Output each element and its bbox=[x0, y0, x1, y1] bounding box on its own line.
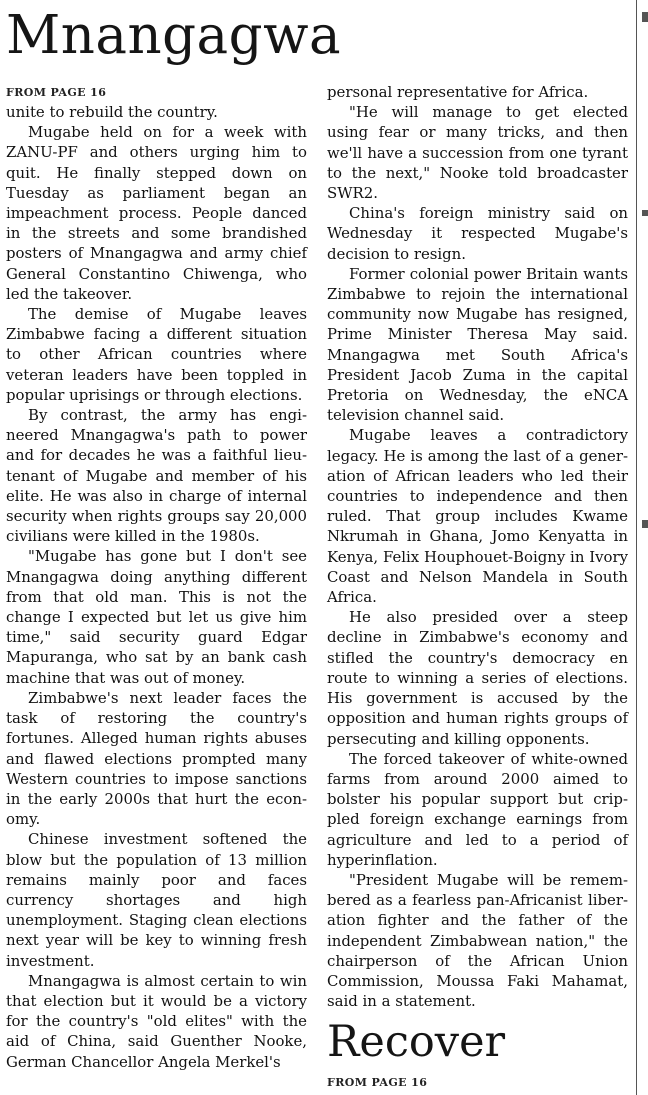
paragraph: "Mugabe has gone but I don't see Mnangagwa doing anything different from that old man. This is not the change I expected but let us give him time," said security guard Edgar Mapuranga, who sat by an bank cash machine that was out of money. bbox=[6, 547, 307, 687]
column-divider bbox=[636, 0, 637, 1095]
paragraph: The forced takeover of white-owned farms from around 2000 aimed to bolster his popular support but crippled foreign exchange earnings from agriculture and led to a period of hyperinflation. bbox=[327, 749, 628, 869]
article-column-1 bbox=[6, 102, 307, 1072]
paragraph: personal representative for Africa. bbox=[327, 83, 589, 101]
paragraph: He also presided over a steep decline in Zimbabwe's economy and stifled the country's democracy en route to winning a series of elections. His government is accused by the opposition and human rights groups of persecuting and killing opponents. bbox=[327, 608, 628, 748]
paragraph: Former colonial power Britain wants Zimbabwe to rejoin the international community now Mugabe has resigned, Prime Minister Theresa May said. Mnangagwa met South Africa's President Jacob Zuma in the capital Pretoria on Wednesday, the eNCA television channel said. bbox=[327, 264, 628, 425]
article-column-2 bbox=[327, 82, 628, 1011]
paragraph: "President Mugabe will be remembered as a fearless pan-Africanist liberation fighter and the father of the independent Zimbabwean nation," the chairperson of the African Union Commission, Moussa Faki Mahamat, said in a statement. bbox=[327, 870, 628, 1011]
adjacent-column-fragment bbox=[642, 210, 648, 216]
paragraph: By contrast, the army has engineered Mnangagwa's path to power and for decades he was a faithful lieutenant of Mugabe and member of his elite. He was also in charge of internal security when rights groups say 20,000 civilians were killed in the 1980s. bbox=[6, 406, 307, 546]
paragraph: Mugabe held on for a week with ZANU-PF and others urging him to quit. He finally stepped down on Tuesday as parliament began an impeachment process. People danced in the streets and some brandished posters of Mnangagwa and army chief General Constantino Chiwenga, who led the takeover. bbox=[6, 123, 307, 303]
headline-mnangagwa: Mnangagwa bbox=[6, 5, 342, 66]
paragraph: China's foreign ministry said on Wednesday it respected Mugabe's decision to resign. bbox=[327, 204, 628, 263]
paragraph: Zimbabwe's next leader faces the task of restoring the country's fortunes. Alleged human rights abuses and flawed elections prompted many Western countries to impose sanctions in the early 2000s that hurt the economy. bbox=[6, 688, 307, 829]
paragraph: Chinese investment softened the blow but the population of 13 million remains mainly poor and faces currency shortages and high unemployment. Staging clean elections next year will be key to winning fresh investment. bbox=[6, 830, 307, 970]
adjacent-column-fragment bbox=[642, 12, 648, 22]
paragraph: "He will manage to get elected using fear or many tricks, and then we'll have a succession from one tyrant to the next," Nooke told broadcaster SWR2. bbox=[327, 103, 628, 203]
paragraph: Mnangagwa is almost certain to win that election but it would be a victory for the country's "old elites" with the aid of China, said Guenther Nooke, German Chancellor Angela Merkel's bbox=[6, 971, 307, 1071]
from-page-label-recover: FROM PAGE 16 bbox=[327, 1076, 428, 1089]
paragraph: Mugabe leaves a contradictory legacy. He is among the last of a generation of African leaders who led their countries to independence and then ruled. That group includes Kwame Nkrumah in Ghana, Jomo Kenyatta in Kenya, Felix Houphouet-Boigny in Ivory Coast and Nelson Mandela in South Africa. bbox=[327, 426, 628, 607]
adjacent-column-fragment bbox=[642, 520, 648, 528]
from-page-label: FROM PAGE 16 bbox=[6, 86, 107, 99]
paragraph: The demise of Mugabe leaves Zimbabwe facing a different situation to other African countries where veteran leaders have been toppled in popular uprisings or through elections. bbox=[6, 305, 307, 404]
paragraph: unite to rebuild the country. bbox=[6, 103, 218, 121]
headline-recover: Recover bbox=[327, 1017, 506, 1067]
